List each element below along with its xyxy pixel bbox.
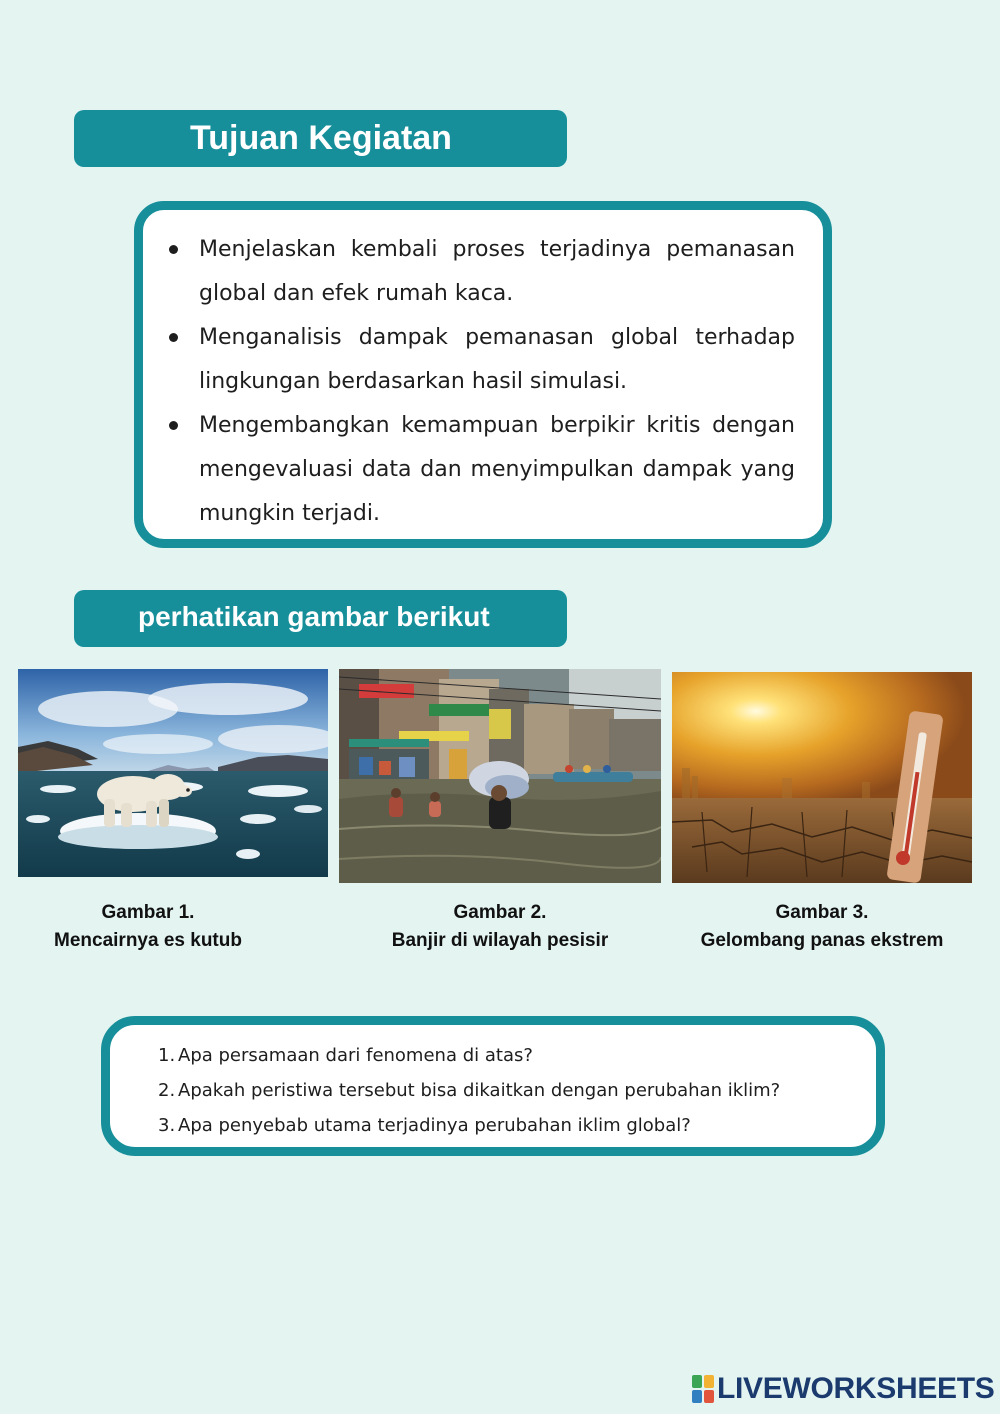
- figure-caption-1: [18, 899, 278, 955]
- heatwave-photo: [672, 672, 972, 883]
- goal-item: [167, 228, 795, 316]
- bullet-icon: [169, 245, 178, 254]
- brand-name: LIVEWORKSHEETS: [717, 1372, 995, 1405]
- questions-box: [101, 1016, 885, 1156]
- goals-title-banner: [74, 110, 567, 167]
- figure-label: Gambar 1.: [101, 902, 195, 923]
- liveworksheets-logo[interactable]: [692, 1372, 995, 1406]
- goal-item: [167, 316, 795, 404]
- images-title-banner: [74, 590, 567, 647]
- bullet-icon: [169, 421, 178, 430]
- questions-list: [158, 1038, 780, 1143]
- question-number: 2.: [158, 1080, 176, 1101]
- figure-caption-2: [360, 899, 640, 955]
- goal-text: Menganalisis dampak pemanasan global terhadap lingkungan berdasarkan hasil simulasi.: [199, 325, 795, 394]
- question-text: Apakah peristiwa tersebut bisa dikaitkan dengan perubahan iklim?: [178, 1080, 781, 1101]
- question-text: Apa persamaan dari fenomena di atas?: [178, 1045, 533, 1066]
- images-title: perhatikan gambar berikut: [138, 601, 490, 632]
- goal-text: Mengembangkan kemampuan berpikir kritis dengan mengevaluasi data dan menyimpulkan dampak yang mungkin terjadi.: [199, 413, 795, 526]
- goal-text: Menjelaskan kembali proses terjadinya pemanasan global dan efek rumah kaca.: [199, 237, 795, 306]
- figure-label: Gambar 2.: [453, 902, 547, 923]
- polar-bear-photo: [18, 669, 328, 877]
- flood-photo: [339, 669, 661, 883]
- figure-label: Gambar 3.: [775, 902, 869, 923]
- goals-box: [134, 201, 832, 548]
- goals-list: [167, 228, 795, 536]
- figure-caption-text: Mencairnya es kutub: [54, 930, 242, 951]
- goal-item: [167, 404, 795, 536]
- goals-title: Tujuan Kegiatan: [190, 119, 452, 157]
- question-item: [158, 1038, 780, 1073]
- question-number: 1.: [158, 1045, 176, 1066]
- liveworksheets-icon: [692, 1375, 714, 1403]
- question-item: [158, 1073, 780, 1108]
- figure-caption-3: [680, 899, 964, 955]
- bullet-icon: [169, 333, 178, 342]
- question-text: Apa penyebab utama terjadinya perubahan iklim global?: [178, 1115, 691, 1136]
- figure-caption-text: Gelombang panas ekstrem: [700, 930, 944, 951]
- figure-caption-text: Banjir di wilayah pesisir: [391, 930, 609, 951]
- question-number: 3.: [158, 1115, 176, 1136]
- question-item: [158, 1108, 780, 1143]
